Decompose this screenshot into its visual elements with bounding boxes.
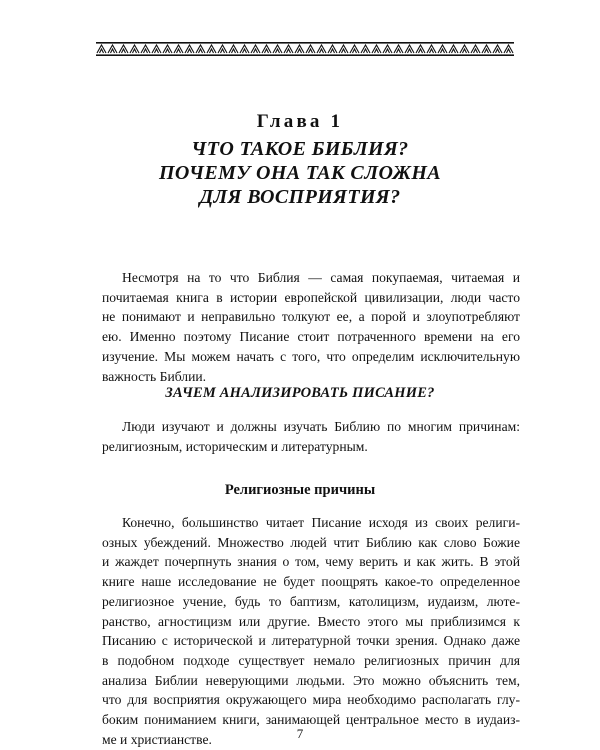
page-number: 7 <box>296 726 304 741</box>
text-line: почитаемая книга в истории европейской цивилизации, люди часто <box>102 289 520 305</box>
text-line: важность Библии. <box>102 368 207 384</box>
text-line: что для восприятия окружающего мира необходимо располагать глу- <box>102 692 520 708</box>
chapter-title <box>90 137 510 209</box>
decorative-border-icon <box>96 42 514 56</box>
text-line: изучение. Мы можем начать с того, что определим исключительную <box>102 348 520 364</box>
text-line: Несмотря на то что Библия — самая покупаемая, читаемая и <box>122 270 520 285</box>
text-line: Писанию с исторической и литературной точки зрения. Однако даже <box>102 633 520 649</box>
subsection-paragraph <box>102 513 520 749</box>
text-line: религиозным, историческим и литературным. <box>102 438 368 454</box>
text-line: и жаждет почерпнуть знания о том, чему верить и как жить. В этой <box>102 554 520 570</box>
section-heading: ЗАЧЕМ АНАЛИЗИРОВАТЬ ПИСАНИЕ? <box>165 385 435 401</box>
text-line: религиозное учение, будь то баптизм, католицизм, иудаизм, люте- <box>102 593 520 609</box>
text-line: Люди изучают и должны изучать Библию по многим причинам: <box>122 419 520 434</box>
chapter-title-line: ПОЧЕМУ ОНА ТАК СЛОЖНА <box>158 162 442 184</box>
section-paragraph <box>102 417 520 456</box>
text-line: не понимают и неправильно толкуют ее, а порой и злоупотребляют <box>102 309 520 325</box>
chapter-title-line: ЧТО ТАКОЕ БИБЛИЯ? <box>191 138 409 160</box>
text-line: в подобном подходе существует немало религиозных причин для <box>102 652 520 668</box>
subsection-heading: Религиозные причины <box>224 482 376 498</box>
text-line: Конечно, большинство читает Писание исходя из своих религи- <box>122 515 520 530</box>
text-line: книге наше исследование не будет поощрять какое-то определенное <box>102 574 520 590</box>
intro-paragraph <box>102 268 520 386</box>
chapter-title-line: ДЛЯ ВОСПРИЯТИЯ? <box>199 186 401 208</box>
text-line: озных убеждений. Множество людей чтит Библию как слово Божие <box>102 534 520 550</box>
text-line: анализа Библии неверующими людьми. Это можно объяснить тем, <box>102 672 520 688</box>
text-line: ме и христианстве. <box>102 731 212 747</box>
chapter-label: Глава 1 <box>256 111 344 132</box>
text-line: ранство, агностицизм или другие. Вместо этого мы приблизимся к <box>102 613 520 629</box>
text-line: ею. Именно поэтому Писание стоит потраченного времени на его <box>102 329 520 345</box>
text-line: боким пониманием книги, занимающей центральное место в иудаиз- <box>102 712 520 728</box>
